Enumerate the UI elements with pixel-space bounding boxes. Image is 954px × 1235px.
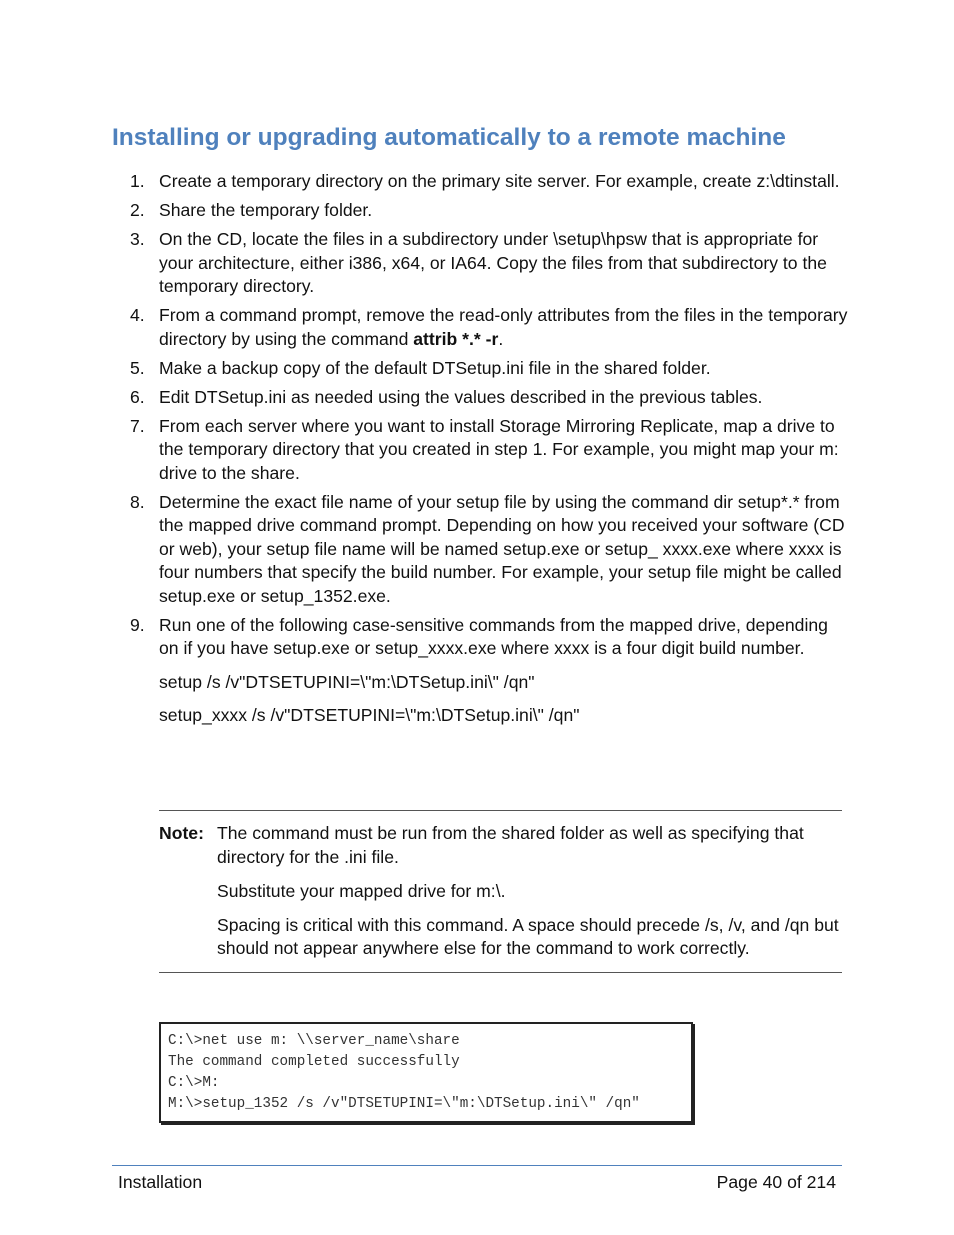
note-box	[159, 810, 842, 973]
note-paragraph: Spacing is critical with this command. A space should precede /s, /v, and /qn but should not appear anywhere else for the command to work correctly.	[217, 914, 839, 958]
command-inline: attrib *.* -r	[413, 328, 499, 349]
list-item	[130, 491, 850, 609]
step-text: Share the temporary folder.	[159, 200, 373, 220]
step-text: From each server where you want to install Storage Mirroring Replicate, map a drive to the temporary directory that you created in step 1. For example, you might map your m: drive to the share.	[159, 415, 839, 483]
list-item	[130, 357, 850, 381]
list-item	[130, 614, 850, 661]
step-text	[159, 304, 850, 351]
page-number: Page 40 of 214	[716, 1172, 836, 1192]
step-number: 4.	[130, 305, 145, 325]
step-text: Run one of the following case-sensitive commands from the mapped drive, depending on if you have setup.exe or setup_xxxx.exe where xxxx is a four digit build number.	[159, 614, 828, 658]
step-text: On the CD, locate the files in a subdirectory under \setup\hpsw that is appropriate for your architecture, either i386, x64, or IA64. Copy the files from that subdirectory to the temporary directory.	[159, 229, 827, 296]
footer-divider	[112, 1165, 842, 1166]
list-item	[130, 415, 850, 486]
list-item	[130, 228, 850, 299]
step-text: Determine the exact file name of your setup file by using the command dir setup*.* from the mapped drive command prompt. Depending on how you received your software (CD or web), your setup file name will be named setup.exe or setup_ xxxx.exe where xxxx is four numbers that specify the build number. For example, your setup file might be called setup.exe or setup_1352.exe.	[159, 491, 845, 606]
code-line: The command completed successfully	[168, 1054, 460, 1070]
step-number: 9.	[130, 614, 145, 635]
note-paragraph: The command must be run from the shared folder as well as specifying that directory for the .ini file.	[217, 823, 804, 867]
step-text: Create a temporary directory on the primary site server. For example, create z:\dtinstall.	[159, 171, 840, 191]
list-item	[130, 386, 850, 410]
list-item	[130, 199, 850, 223]
steps-list	[130, 170, 850, 728]
step-text: Make a backup copy of the default DTSetup.ini file in the shared folder.	[159, 357, 711, 378]
command-example: setup /s /v"DTSETUPINI=\"m:\DTSetup.ini\" /qn"	[159, 671, 535, 692]
note-label: Note:	[159, 823, 204, 843]
step-number: 3.	[130, 229, 145, 249]
code-line: C:\>M:	[168, 1075, 220, 1091]
section-heading: Installing or upgrading automatically to a remote machine	[112, 124, 786, 151]
note-paragraph: Substitute your mapped drive for m:\.	[217, 880, 506, 901]
step-number: 8.	[130, 491, 145, 512]
command-example: setup_xxxx /s /v"DTSETUPINI=\"m:\DTSetup.ini\" /qn"	[159, 705, 580, 725]
step-number: 1.	[130, 171, 145, 191]
step-number: 5.	[130, 357, 145, 378]
step-text: Edit DTSetup.ini as needed using the values described in the previous tables.	[159, 386, 763, 407]
code-line: M:\>setup_1352 /s /v"DTSETUPINI=\"m:\DTSetup.ini\" /qn"	[168, 1096, 640, 1112]
list-item	[130, 170, 850, 194]
footer-section: Installation	[118, 1172, 203, 1192]
code-block	[159, 1022, 693, 1123]
step-number: 2.	[130, 200, 145, 220]
step-number: 7.	[130, 415, 145, 436]
step-text-part: .	[498, 328, 504, 349]
list-item	[130, 304, 850, 351]
code-line: C:\>net use m: \\server_name\share	[168, 1033, 460, 1049]
step-text-part: From a command prompt, remove the read-only attributes from the files in the temporary directory by using the command	[159, 305, 848, 349]
step-number: 6.	[130, 386, 145, 407]
